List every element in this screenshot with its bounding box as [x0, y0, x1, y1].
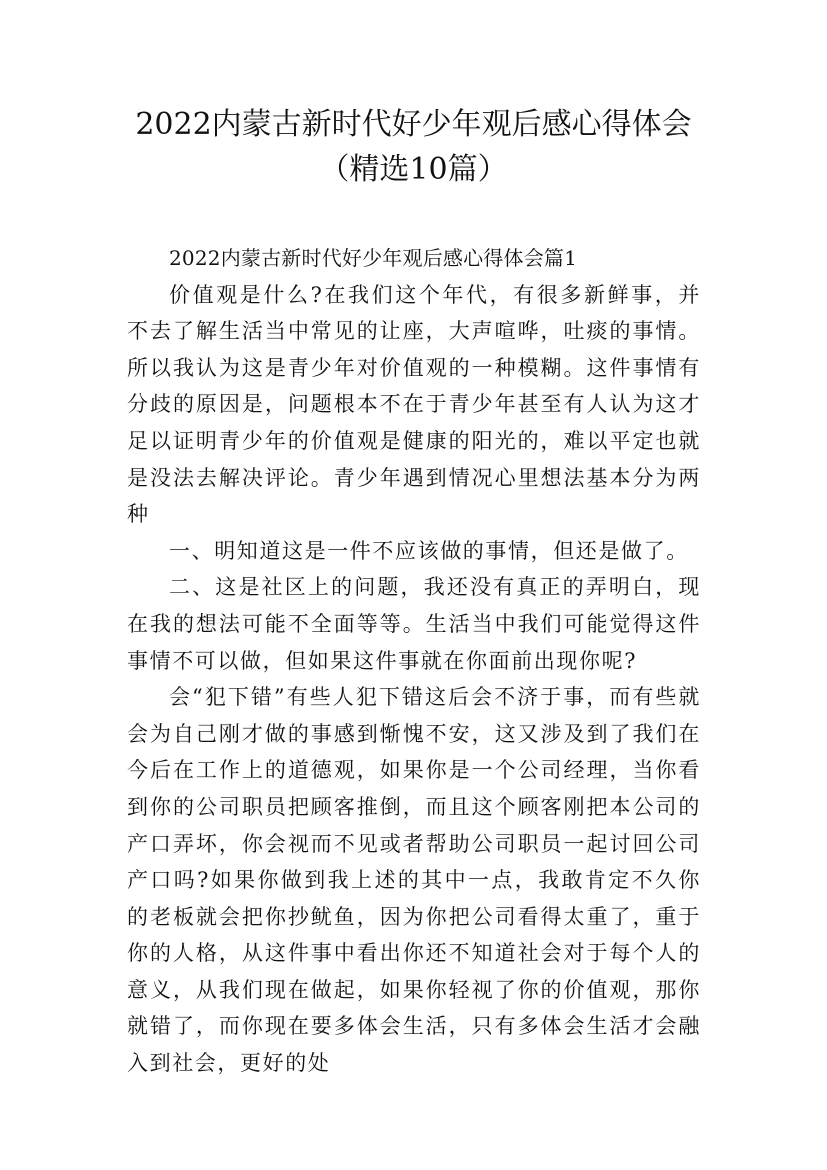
paragraph: 会“犯下错”有些人犯下错这后会不济于事，而有些就会为自己刚才做的事感到惭愧不安，这又涉及到了我们在今后在工作上的道德观，如果你是一个公司经理，当你看到你的公司职员把顾客推倒，而且这个顾客刚把本公司的产口弄坏，你会视而不见或者帮助公司职员一起讨回公司产口吗?如果你做到我上述的其中一点，我敢肯定不久你的老板就会把你抄鱿鱼，因为你把公司看得太重了，重于你的人格，从这件事中看出你还不知道社会对于每个人的意义，从我们现在做起，如果你轻视了你的价值观，那你就错了，而你现在要多体会生活，只有多体会生活才会融入到社会，更好的处 [127, 685, 701, 1076]
section-heading: 2022内蒙古新时代好少年观后感心得体会篇1 [169, 246, 578, 270]
document-body [127, 240, 701, 1082]
paragraph: 一、明知道这是一件不应该做的事情，但还是做了。 [169, 538, 689, 563]
document-title-line1: 2022内蒙古新时代好少年观后感心得体会 [135, 107, 692, 142]
document-title-line2: （精选10篇） [319, 152, 508, 187]
paragraph: 价值观是什么?在我们这个年代，有很多新鲜事，并不去了解生活当中常见的让座，大声喧哗，吐痰的事情。所以我认为这是青少年对价值观的一种模糊。这件事情有分歧的原因是，问题根本不在于青少年甚至有人认为这才足以证明青少年的价值观是健康的阳光的，难以平定也就是没法去解决评论。青少年遇到情况心里想法基本分为两种 [127, 282, 701, 527]
paragraph: 二、这是社区上的问题，我还没有真正的弄明白，现在我的想法可能不全面等等。生活当中我们可能觉得这件事情不可以做，但如果这件事就在你面前出现你呢? [127, 575, 701, 673]
